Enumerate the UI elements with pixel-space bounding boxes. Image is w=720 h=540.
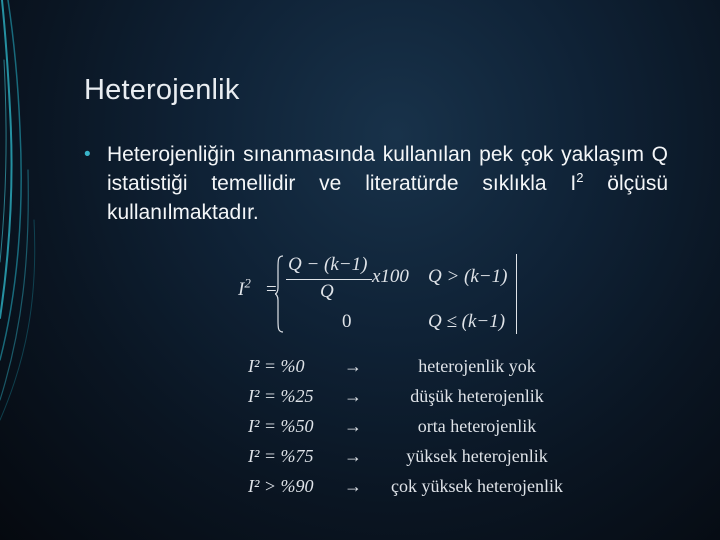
scale-description: orta heterojenlik (417, 416, 537, 436)
formula-numerator: Q − (k−1) (288, 254, 368, 275)
i2-formula (232, 248, 532, 340)
scale-row (248, 356, 578, 386)
fraction-line (286, 279, 372, 280)
slide-title: Heterojenlik (84, 74, 240, 106)
bullet-text (107, 140, 668, 227)
scale-condition: I² = %25 (248, 386, 314, 406)
right-arrow-icon: → (344, 476, 362, 496)
scale-description: düşük heterojenlik (410, 386, 544, 406)
bullet-marker-icon: • (84, 144, 91, 165)
formula-multiplier: x100 (372, 266, 409, 287)
scale-condition: I² > %90 (248, 476, 314, 496)
formula-condition-2: Q ≤ (k−1) (428, 311, 506, 332)
right-arrow-icon: → (344, 446, 362, 466)
bullet-paragraph (84, 140, 668, 227)
scale-condition: I² = %0 (248, 356, 305, 376)
scale-condition: I² = %75 (248, 446, 314, 466)
right-arrow-icon: → (344, 416, 362, 436)
formula-condition-1: Q > (k−1) (428, 266, 508, 287)
scale-row (248, 416, 578, 446)
scale-description: yüksek heterojenlik (406, 446, 548, 466)
heterogeneity-scale (248, 356, 578, 506)
scale-row (248, 476, 578, 506)
formula-zero: 0 (342, 311, 352, 332)
right-arrow-icon: → (344, 356, 362, 376)
right-arrow-icon: → (344, 386, 362, 406)
scale-row (248, 386, 578, 416)
scale-description: heterojenlik yok (418, 356, 536, 376)
formula-right-bar (516, 254, 517, 334)
bullet-text-tail: ölçüsü kullanılmaktadır. (107, 172, 668, 224)
formula-equals: = (266, 279, 277, 300)
scale-description: çok yüksek heterojenlik (391, 476, 563, 496)
scale-row (248, 446, 578, 476)
bullet-superscript: 2 (576, 170, 584, 185)
scale-condition: I² = %50 (248, 416, 314, 436)
formula-lhs: $I^2$ (238, 275, 251, 300)
formula-denominator: Q (320, 281, 334, 302)
bullet-text-main: Heterojenliğin sınanmasında kullanılan pek çok yaklaşım Q istatistiği temellidir ve literatürde sıklıkla I (107, 143, 668, 195)
left-brace-icon (274, 254, 284, 334)
